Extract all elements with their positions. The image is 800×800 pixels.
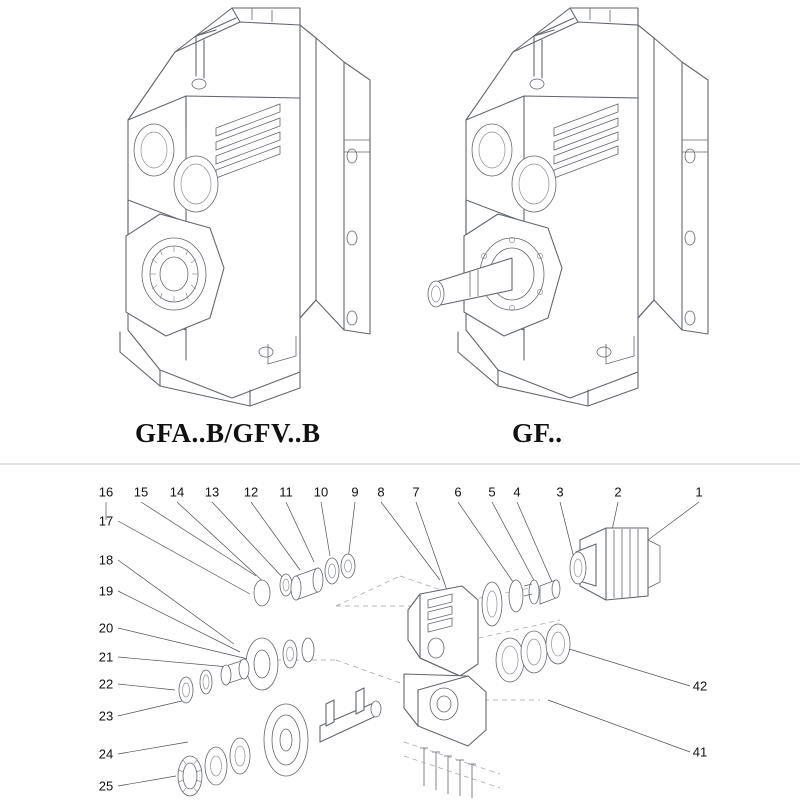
callout-left-25: 25 — [98, 778, 114, 794]
callout-top-16: 16 — [98, 484, 114, 500]
callout-left-24: 24 — [98, 746, 114, 762]
callout-top-15: 15 — [133, 484, 149, 500]
callout-top-12: 12 — [243, 484, 259, 500]
callout-top-1: 1 — [695, 484, 703, 500]
callout-left-18: 18 — [98, 552, 114, 568]
callout-top-8: 8 — [377, 484, 385, 500]
callout-top-11: 11 — [279, 484, 293, 500]
callout-left-20: 20 — [98, 620, 114, 636]
exploded-parts-view — [106, 502, 699, 798]
callout-top-9: 9 — [351, 484, 359, 500]
callout-top-10: 10 — [313, 484, 329, 500]
callout-top-6: 6 — [454, 484, 462, 500]
part-gear-train — [178, 554, 570, 796]
callout-top-5: 5 — [488, 484, 496, 500]
callout-top-4: 4 — [513, 484, 521, 500]
callout-top-2: 2 — [614, 484, 622, 500]
callout-top-7: 7 — [412, 484, 420, 500]
gearbox-assembly-left — [120, 8, 370, 406]
gearbox-assembly-right — [428, 8, 708, 406]
callout-top-13: 13 — [204, 484, 220, 500]
callout-top-14: 14 — [169, 484, 185, 500]
callout-right-41: 41 — [692, 744, 708, 760]
callout-left-17: 17 — [98, 513, 114, 529]
callout-right-42: 42 — [692, 678, 708, 694]
caption-gf: GF.. — [512, 418, 563, 448]
callout-top-3: 3 — [556, 484, 564, 500]
part-motor-adapter — [570, 528, 660, 600]
callout-left-19: 19 — [98, 583, 114, 599]
callout-left-23: 23 — [98, 708, 114, 724]
callout-left-22: 22 — [98, 676, 114, 692]
caption-gfa-gfv: GFA..B/GFV..B — [135, 418, 321, 448]
callout-left-21: 21 — [98, 649, 114, 665]
